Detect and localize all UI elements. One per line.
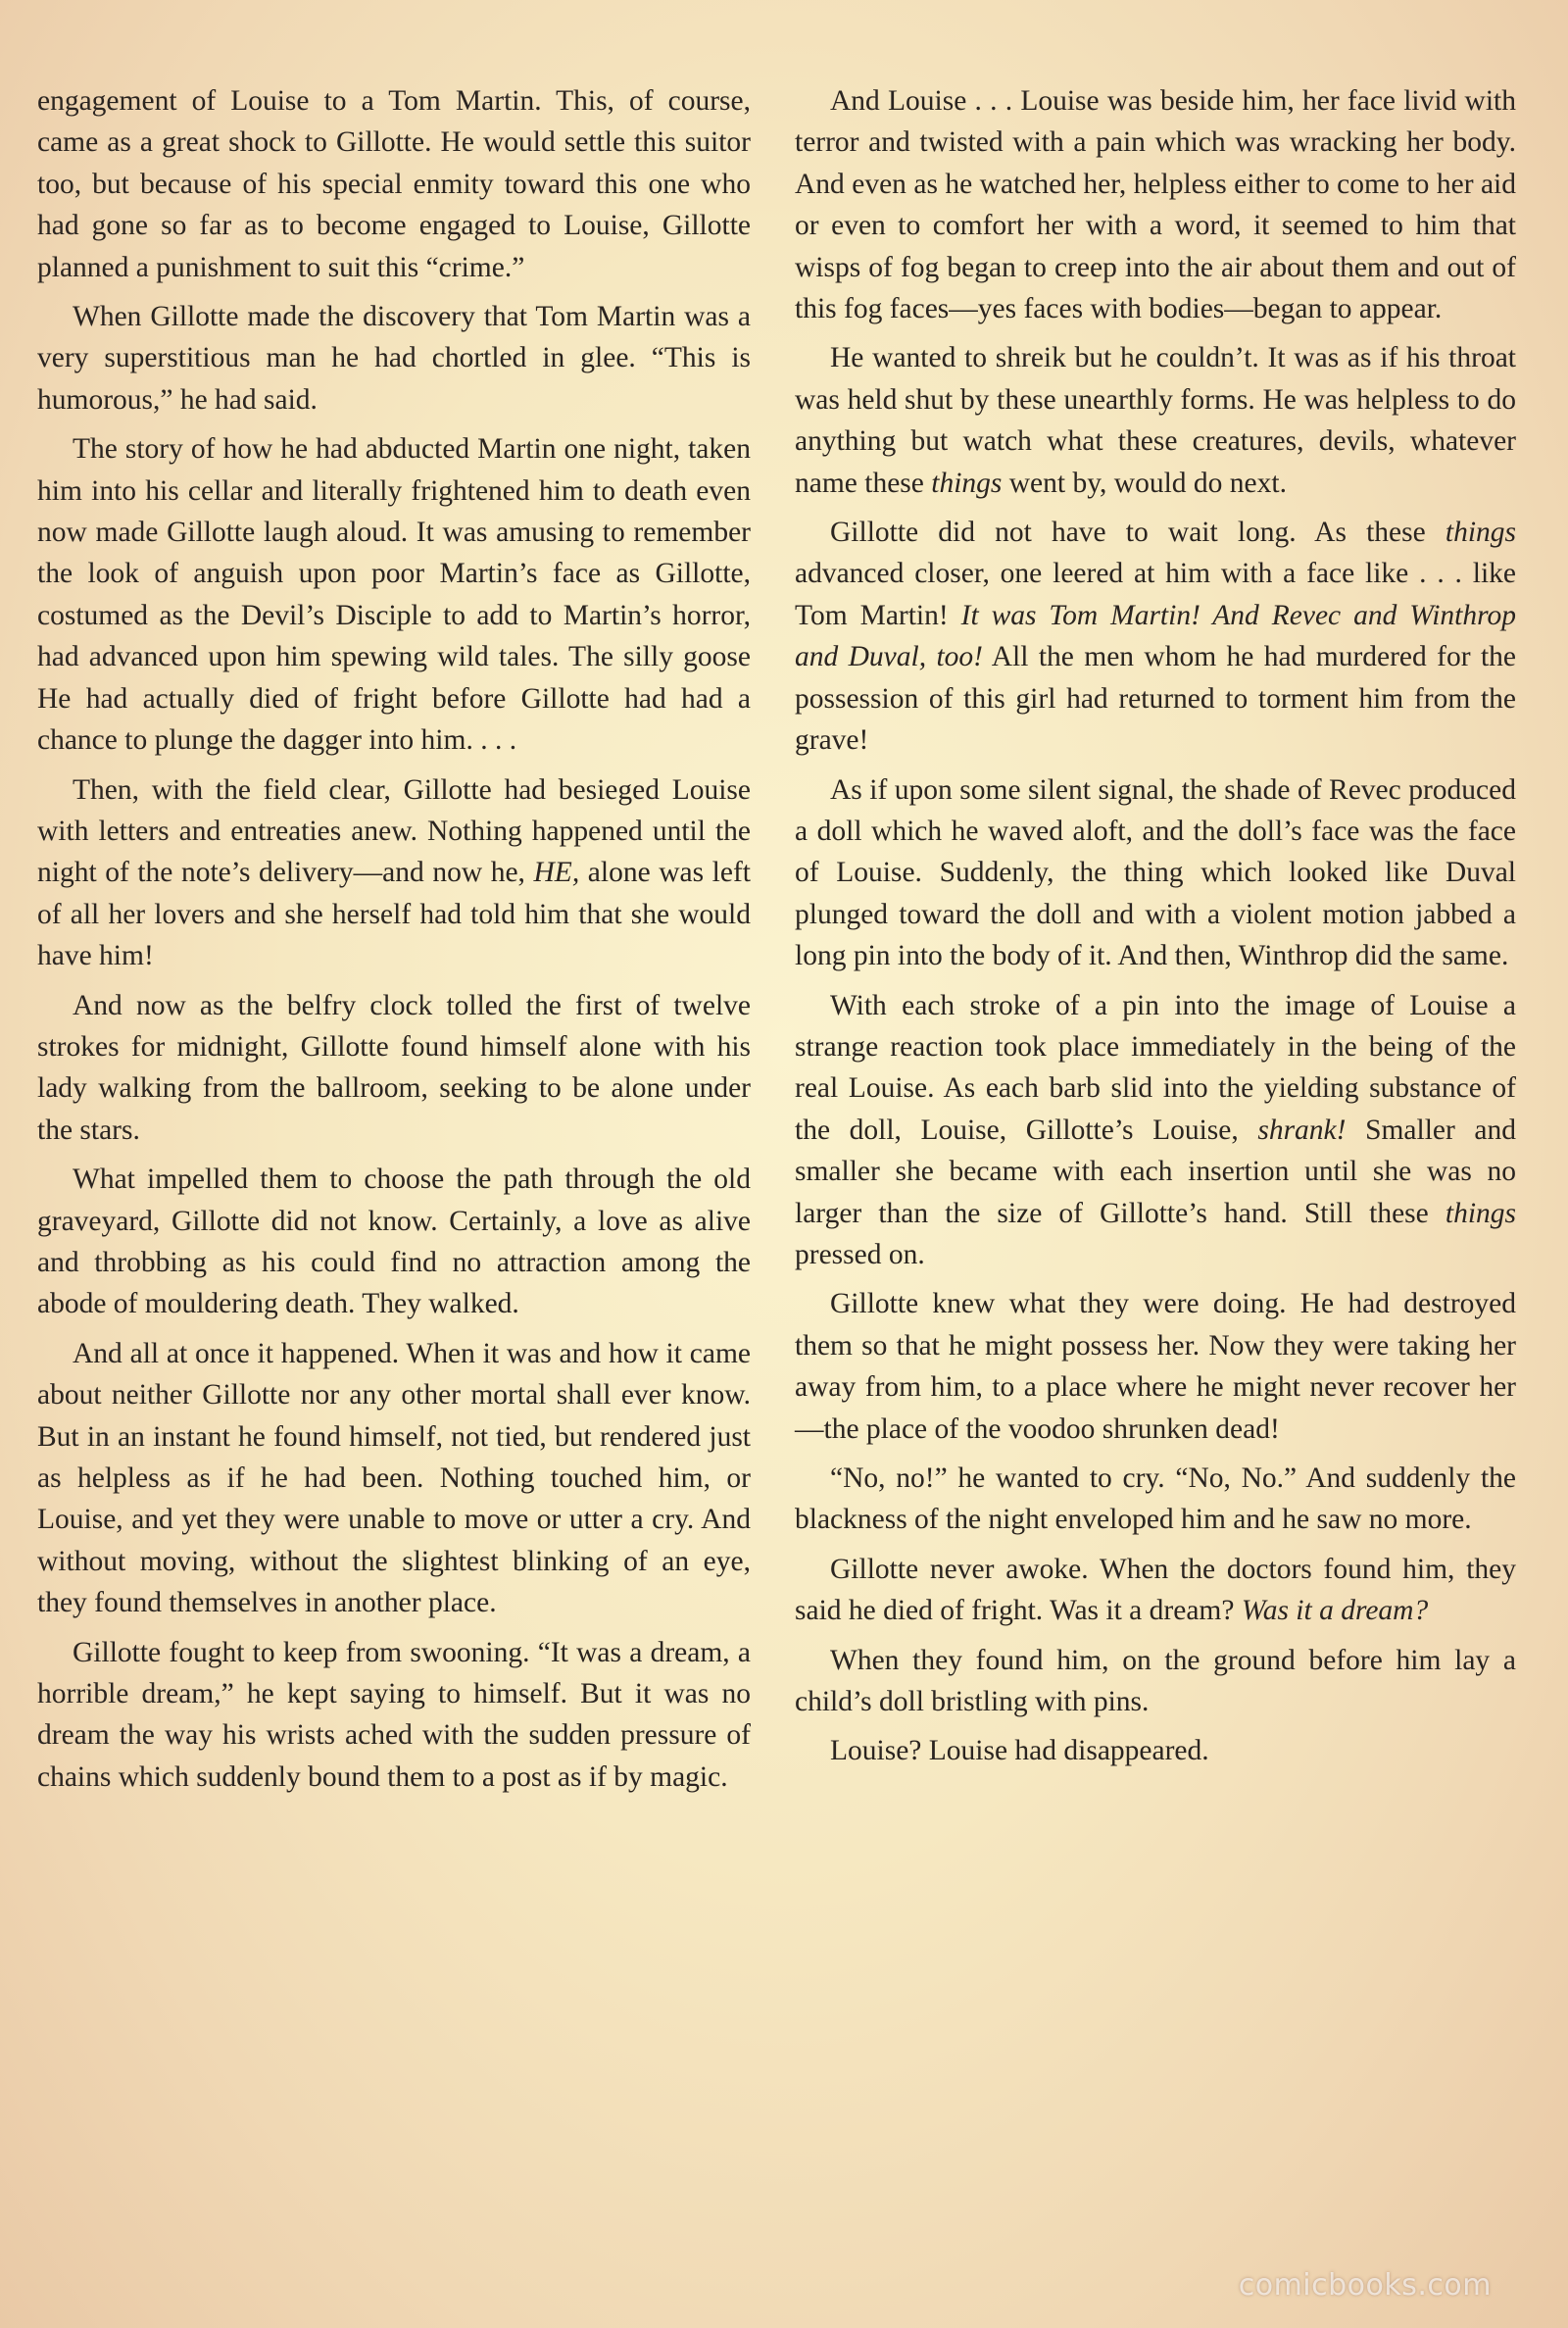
text-run: went by, would do next.	[1002, 467, 1287, 499]
text-run: All the men whom he had murdered for the possession of this girl had returned to torment him from the grave!	[795, 641, 1516, 757]
story-paragraph	[795, 1458, 1516, 1541]
italic-text-run: Was it a dream?	[1241, 1595, 1429, 1627]
right-text-column	[795, 80, 1516, 1780]
text-run: As if upon some silent signal, the shade of Revec produced a doll which he waved aloft, and the doll’s face was the face of Louise. Suddenly, the thing which looked like Duval plunged toward the doll and with a violent motion jabbed a long pin into the body of it. And then, Winthrop did the same.	[795, 773, 1516, 972]
text-run: With each stroke of a pin into the image of Louise a strange reaction took place immediately in the being of the real Louise. As each barb slid into the yielding substance of the doll, Louise, Gillotte’s Louise,	[795, 989, 1516, 1146]
italic-text-run: HE,	[533, 857, 580, 889]
story-paragraph	[37, 769, 751, 977]
story-paragraph	[37, 1333, 751, 1624]
text-run: The story of how he had abducted Martin one night, taken him into his cellar and literally frightened him to death even now made Gillotte laugh aloud. It was amusing to remember the look of anguish upon poor Martin’s face as Gillotte, costumed as the Devil’s Disciple to add to Martin’s horror, had advanced upon him spewing wild tales. The silly goose He had actually died of fright before Gillotte had had a chance to plunge the dagger into him. . . .	[37, 433, 751, 757]
story-paragraph	[37, 985, 751, 1152]
text-run: Louise? Louise had disappeared.	[830, 1735, 1209, 1767]
italic-text-run: things	[1445, 517, 1516, 549]
story-paragraph	[37, 428, 751, 761]
story-paragraph	[795, 80, 1516, 329]
story-paragraph	[795, 1640, 1516, 1723]
story-paragraph	[37, 296, 751, 421]
story-paragraph	[795, 1283, 1516, 1450]
text-run: When they found him, on the ground before him lay a child’s doll bristling with pins.	[795, 1644, 1516, 1718]
text-run: Gillotte never awoke. When the doctors found him, they said he died of fright. Was it a dream?	[795, 1553, 1516, 1627]
text-run: Gillotte fought to keep from swooning. “It was a dream, a horrible dream,” he kept saying to himself. But it was no dream the way his wrists ached with the sudden pressure of chains which suddenly bound them to a post as if by magic.	[37, 1636, 751, 1793]
story-paragraph	[795, 512, 1516, 761]
text-run: Then, with the field clear, Gillotte had besieged Louise with letters and entreaties anew. Nothing happened until the night of the note’s delivery—and now he,	[37, 773, 751, 889]
story-paragraph	[37, 1632, 751, 1799]
italic-text-run: shrank!	[1257, 1114, 1347, 1146]
story-paragraph	[795, 1730, 1516, 1771]
story-paragraph	[795, 769, 1516, 977]
text-run: What impelled them to choose the path through the old graveyard, Gillotte did not know. Certainly, a love as alive and throbbing as his could find no attraction among the abode of mouldering death. They walked.	[37, 1164, 751, 1320]
italic-text-run: things	[1445, 1197, 1516, 1229]
story-paragraph	[37, 80, 751, 288]
text-run: When Gillotte made the discovery that Tom Martin was a very superstitious man he had chortled in glee. “This is humorous,” he had said.	[37, 301, 751, 416]
text-run: Gillotte did not have to wait long. As these	[830, 517, 1446, 549]
text-run: And now as the belfry clock tolled the first of twelve strokes for midnight, Gillotte found himself alone with his lady walking from the ballroom, seeking to be alone under the stars.	[37, 989, 751, 1146]
text-run: advanced closer, one leered at him with a face like . . . like Tom Martin!	[795, 558, 1516, 631]
left-text-column	[37, 80, 751, 1806]
text-run: alone was left of all her lovers and she herself had told him that she would have him!	[37, 857, 751, 972]
text-run: And all at once it happened. When it was and how it came about neither Gillotte nor any other mortal shall ever know. But in an instant he found himself, not tied, but rendered just as helpless as if he had been. Nothing touched him, or Louise, and yet they were unable to move or utter a cry. And without moving, without the slightest blinking of an eye, they found themselves in another place.	[37, 1337, 751, 1619]
site-watermark: comicbooks.com	[1238, 2268, 1492, 2303]
text-run: Smaller and smaller she became with each insertion until she was no larger than the size of Gillotte’s hand. Still these	[795, 1114, 1516, 1229]
text-run: And Louise . . . Louise was beside him, her face livid with terror and twisted with a pain which was wracking her body. And even as he watched her, helpless either to come to her aid or even to comfort her with a word, it seemed to him that wisps of fog began to creep into the air about them and out of this fog faces—yes faces with bodies—began to appear.	[795, 85, 1516, 325]
text-run: pressed on.	[795, 1238, 925, 1270]
text-run: Gillotte knew what they were doing. He had destroyed them so that he might possess her. Now they were taking her away from him, to a place where he might never recover her—the place of the voodoo shrunken dead!	[795, 1288, 1516, 1445]
italic-text-run: things	[931, 467, 1003, 499]
story-paragraph	[795, 985, 1516, 1276]
text-run: “No, no!” he wanted to cry. “No, No.” And suddenly the blackness of the night enveloped him and he saw no more.	[795, 1462, 1516, 1536]
text-run: engagement of Louise to a Tom Martin. This, of course, came as a great shock to Gillotte. He would settle this suitor too, but because of his special enmity toward this one who had gone so far as to become engaged to Louise, Gillotte planned a punishment to suit this “crime.”	[37, 85, 751, 283]
story-paragraph	[37, 1159, 751, 1325]
story-paragraph	[795, 1549, 1516, 1632]
story-paragraph	[795, 337, 1516, 504]
italic-text-run: It was Tom Martin! And Revec and Winthrop and Duval, too!	[795, 599, 1516, 673]
text-run: He wanted to shreik but he couldn’t. It was as if his throat was held shut by these unearthly forms. He was helpless to do anything but watch what these creatures, devils, whatever name these	[795, 342, 1516, 499]
